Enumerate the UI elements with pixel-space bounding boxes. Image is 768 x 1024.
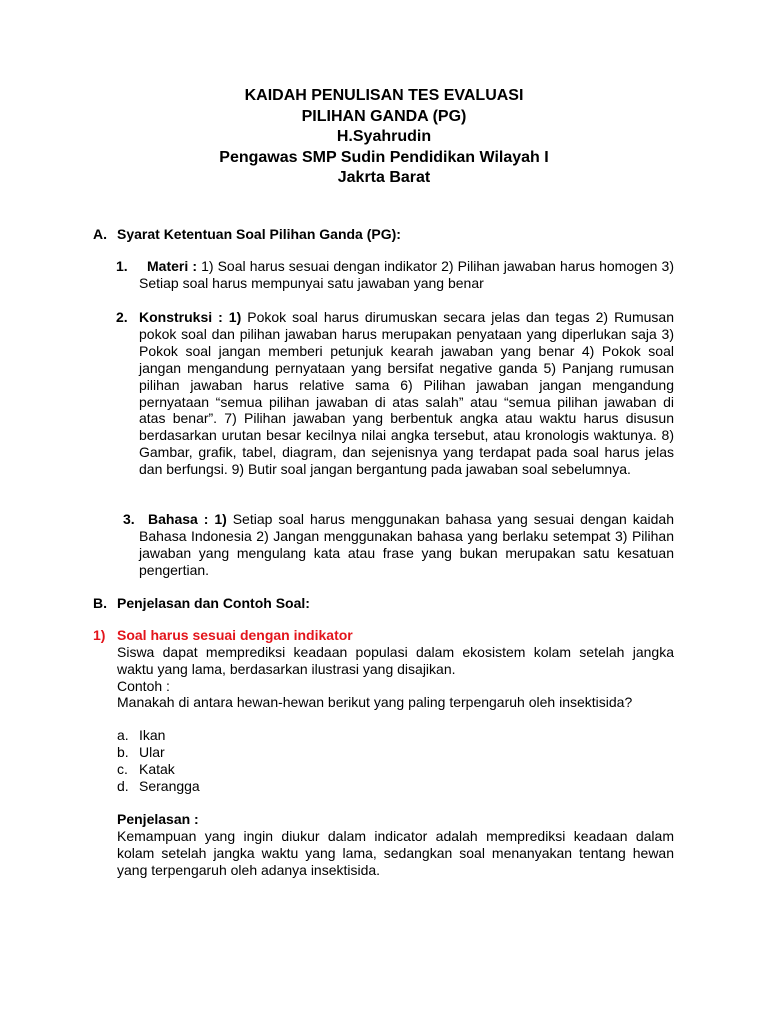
title-line-2: PILIHAN GANDA (PG)	[301, 107, 467, 125]
syarat-item-konstruksi	[116, 309, 674, 478]
item-number: 3.	[123, 511, 135, 527]
item-lead: Bahasa : 1)	[148, 511, 227, 527]
sub-heading-number: 1)	[93, 627, 106, 643]
item-number: 2.	[116, 309, 128, 325]
answer-option: b. Ular	[117, 743, 165, 760]
answer-option: d. Serangga	[117, 777, 200, 794]
answer-option: a. Ikan	[117, 727, 166, 743]
section-a-title: Syarat Ketentuan Soal Pilihan Ganda (PG):	[117, 226, 401, 242]
item-body	[139, 511, 674, 579]
answer-option: c. Katak	[117, 760, 175, 777]
sub-heading-indikator	[93, 627, 353, 644]
section-b-letter: B.	[93, 595, 107, 611]
item-number: 1.	[116, 258, 128, 274]
section-b-heading	[93, 595, 310, 612]
document-title	[0, 86, 768, 189]
title-line-3: H.Syahrudin	[336, 128, 432, 145]
item-text: 1) Soal harus sesuai dengan indikator 2) Pilihan jawaban harus homogen 3) Setiap soal harus mempunyai satu jawaban yang benar	[139, 258, 674, 291]
example-question: Manakah di antara hewan-hewan berikut yang paling terpengaruh oleh insektisida?	[117, 694, 633, 710]
penjelasan-label: Penjelasan :	[117, 811, 199, 827]
sub-heading-text: Soal harus sesuai dengan indikator	[117, 627, 353, 643]
title-line-1: KAIDAH PENULISAN TES EVALUASI	[244, 87, 524, 104]
title-line-5: Jakrta Barat	[337, 169, 431, 186]
syarat-item-materi	[116, 258, 674, 292]
title-line-4: Pengawas SMP Sudin Pendidikan Wilayah I	[219, 148, 549, 166]
penjelasan-text: Kemampuan yang ingin diukur dalam indicator adalah memprediksi keadaan dalam kolam setelah jangka waktu yang lama, sedangkan soal menanyakan tentang hewan yang terpengaruh oleh adanya insektisida.	[117, 828, 674, 878]
section-a-letter: A.	[93, 226, 107, 242]
answer-options	[117, 727, 200, 795]
section-b-title: Penjelasan dan Contoh Soal:	[117, 595, 310, 611]
item-body	[139, 258, 674, 292]
item-text: Setiap soal harus menggunakan bahasa yang sesuai dengan kaidah Bahasa Indonesia 2) Jangan menggunakan bahasa yang berlaku setempat 3) Pilihan jawaban yang mengulang kata atau frase yang bukan merupakan satu kesatuan pengertian.	[139, 511, 674, 578]
indicator-description: Siswa dapat memprediksi keadaan populasi dalam ekosistem kolam setelah jangka waktu yang lama, berdasarkan ilustrasi yang disajikan.	[117, 644, 674, 677]
syarat-item-bahasa	[123, 511, 674, 579]
section-a-heading	[93, 226, 401, 243]
item-lead: Konstruksi : 1)	[139, 309, 242, 325]
contoh-label: Contoh :	[117, 678, 170, 694]
item-body	[139, 309, 674, 478]
item-lead: Materi :	[147, 258, 197, 274]
item-text: Pokok soal harus dirumuskan secara jelas dan tegas 2) Rumusan pokok soal dan pilihan jawaban harus merupakan penyataan yang diperlukan saja 3) Pokok soal jangan memberi petunjuk kearah jawaban yang benar 4) Pokok soal jangan mengandung pernyataan yang bersifat negative ganda 5) Panjang rumusan pilihan jawaban harus relative sama 6) Pilihan jawaban jangan mengandung pernyataan “semua pilihan jawaban di atas salah” atau “semua pilihan jawaban di atas benar”. 7) Pilihan jawaban yang berbentuk angka atau waktu harus disusun berdasarkan urutan besar kecilnya nilai angka tersebut, atau kronologis waktunya. 8) Gambar, grafik, tabel, diagram, dan sejenisnya yang terdapat pada soal harus jelas dan berfungsi. 9) Butir soal jangan bergantung pada jawaban soal sebelumnya.	[139, 309, 674, 478]
